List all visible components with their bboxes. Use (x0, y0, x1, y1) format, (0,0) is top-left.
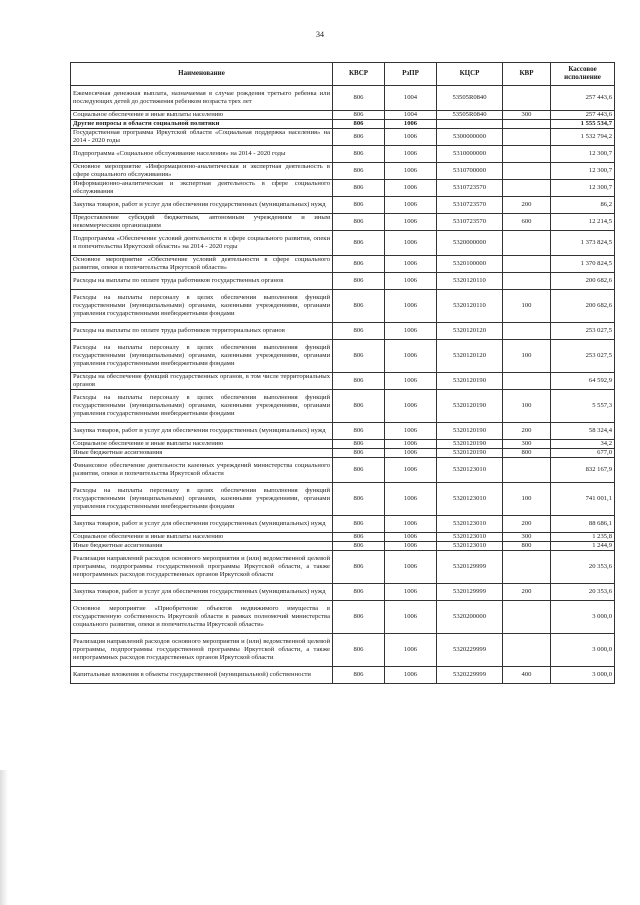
table-row (71, 231, 615, 256)
row-amount: 64 592,9 (551, 373, 615, 390)
row-kvsr: 806 (333, 146, 385, 163)
row-rzpr: 1006 (385, 542, 437, 551)
row-kcsr: 5320123010 (437, 533, 503, 542)
row-kvsr: 806 (333, 256, 385, 273)
table-row (71, 423, 615, 440)
row-rzpr: 1006 (385, 440, 437, 449)
row-amount: 3 000,0 (551, 601, 615, 634)
row-amount: 34,2 (551, 440, 615, 449)
row-kvsr: 806 (333, 111, 385, 120)
row-name: Иные бюджетные ассигнования (71, 542, 333, 551)
table-row (71, 373, 615, 390)
row-name: Другие вопросы в области социальной политики (71, 120, 333, 129)
row-kcsr: 5320229999 (437, 667, 503, 684)
row-kvr (503, 273, 551, 290)
row-kvsr: 806 (333, 323, 385, 340)
row-kvsr: 806 (333, 601, 385, 634)
row-kvr: 200 (503, 584, 551, 601)
table-row (71, 323, 615, 340)
row-kvr (503, 634, 551, 667)
row-kvsr: 806 (333, 214, 385, 231)
row-name: Подпрограмма «Обеспечение условий деятельности в сфере социального развития, опеки и попечительства Иркутской области» на 2014 - 2020 годы (71, 231, 333, 256)
row-kcsr: 5320120120 (437, 323, 503, 340)
table-row (71, 256, 615, 273)
row-kcsr: 5310700000 (437, 163, 503, 180)
header-rzpr: РзПР (385, 63, 437, 86)
row-kvsr: 806 (333, 542, 385, 551)
row-kcsr: 5320229999 (437, 634, 503, 667)
row-kvr: 200 (503, 197, 551, 214)
row-rzpr: 1006 (385, 129, 437, 146)
row-rzpr: 1006 (385, 458, 437, 483)
header-kvsr: КВСР (333, 63, 385, 86)
row-kvsr: 806 (333, 667, 385, 684)
row-kvsr: 806 (333, 423, 385, 440)
table-row (71, 601, 615, 634)
row-kvr: 600 (503, 214, 551, 231)
row-kvsr: 806 (333, 120, 385, 129)
table-row (71, 290, 615, 323)
table-row (71, 111, 615, 120)
row-amount: 20 353,6 (551, 584, 615, 601)
page-number: 34 (316, 30, 324, 39)
row-kvr (503, 163, 551, 180)
row-amount: 832 167,9 (551, 458, 615, 483)
row-kcsr: 5320120120 (437, 340, 503, 373)
row-name: Предоставление субсидий бюджетным, автономным учреждениям и иным некоммерческим организациям (71, 214, 333, 231)
table-row (71, 390, 615, 423)
row-amount: 1 244,9 (551, 542, 615, 551)
row-rzpr: 1006 (385, 584, 437, 601)
table-body (71, 86, 615, 684)
row-amount: 1 370 824,5 (551, 256, 615, 273)
row-kcsr: 5320100000 (437, 256, 503, 273)
table-row (71, 483, 615, 516)
row-kvsr: 806 (333, 86, 385, 111)
row-name: Государственная программа Иркутской области «Социальная поддержка населения» на 2014 - 2020 годы (71, 129, 333, 146)
row-amount: 677,0 (551, 449, 615, 458)
row-rzpr: 1006 (385, 373, 437, 390)
row-kvsr: 806 (333, 390, 385, 423)
row-kcsr: 5320123010 (437, 516, 503, 533)
row-kvsr: 806 (333, 440, 385, 449)
row-kvsr: 806 (333, 129, 385, 146)
budget-table (70, 62, 615, 684)
row-kvr (503, 323, 551, 340)
row-kvsr: 806 (333, 449, 385, 458)
row-kvsr: 806 (333, 197, 385, 214)
table-row (71, 163, 615, 180)
table-header-row (71, 63, 615, 86)
row-rzpr: 1004 (385, 86, 437, 111)
row-name: Расходы на выплаты по оплате труда работников государственных органов (71, 273, 333, 290)
row-amount: 12 300,7 (551, 146, 615, 163)
row-name: Реализация направлений расходов основного мероприятия и (или) ведомственной целевой программы, подпрограммы государственной программы Иркутской области, а также непрограммных расходов государственных органов Иркутской области (71, 551, 333, 584)
row-kcsr: 5320120190 (437, 449, 503, 458)
row-name: Расходы на выплаты персоналу в целях обеспечения выполнения функций государственными (муниципальными) органами, казенными учреждениями, органами управления государственными внебюджетными фондами (71, 340, 333, 373)
row-rzpr: 1006 (385, 667, 437, 684)
row-amount: 86,2 (551, 197, 615, 214)
row-amount: 88 686,1 (551, 516, 615, 533)
row-kvr (503, 373, 551, 390)
row-name: Социальное обеспечение и иные выплаты населению (71, 111, 333, 120)
row-name: Расходы на обеспечение функций государственных органов, в том числе территориальных органов (71, 373, 333, 390)
row-amount: 741 001,1 (551, 483, 615, 516)
row-name: Основное мероприятие «Обеспечение условий деятельности в сфере социального развития, опеки и попечительства Иркутской области» (71, 256, 333, 273)
row-kvr: 300 (503, 533, 551, 542)
row-kvsr: 806 (333, 483, 385, 516)
row-kcsr: 5320123010 (437, 458, 503, 483)
row-kvsr: 806 (333, 584, 385, 601)
row-name: Закупка товаров, работ и услуг для обеспечения государственных (муниципальных) нужд (71, 584, 333, 601)
row-amount: 1 235,8 (551, 533, 615, 542)
row-name: Расходы на выплаты по оплате труда работников территориальных органов (71, 323, 333, 340)
table-row (71, 214, 615, 231)
row-rzpr: 1006 (385, 390, 437, 423)
row-kvr (503, 551, 551, 584)
scan-shadow (0, 770, 8, 905)
budget-table-container (70, 62, 614, 684)
row-amount: 253 027,5 (551, 323, 615, 340)
row-name: Закупка товаров, работ и услуг для обеспечения государственных (муниципальных) нужд (71, 516, 333, 533)
row-name: Основное мероприятие «Приобретение объектов недвижимого имущества в государственную собственность Иркутской области в рамках полномочий министерства социального развития, опеки и попечительства Иркутской области» (71, 601, 333, 634)
row-kvsr: 806 (333, 163, 385, 180)
row-kvr (503, 256, 551, 273)
header-name: Наименование (71, 63, 333, 86)
row-kcsr: 5320120190 (437, 423, 503, 440)
row-kcsr: 5320123010 (437, 483, 503, 516)
table-row (71, 551, 615, 584)
row-rzpr: 1006 (385, 214, 437, 231)
row-kvr: 300 (503, 440, 551, 449)
row-amount: 12 214,5 (551, 214, 615, 231)
row-name: Основное мероприятие «Информационно-аналитическая и экспертная деятельность в сфере социального обслуживания» (71, 163, 333, 180)
row-kvr: 800 (503, 542, 551, 551)
row-amount: 5 557,3 (551, 390, 615, 423)
row-amount: 3 000,0 (551, 667, 615, 684)
row-kcsr (437, 120, 503, 129)
row-name: Закупка товаров, работ и услуг для обеспечения государственных (муниципальных) нужд (71, 197, 333, 214)
row-kcsr: 5320120110 (437, 273, 503, 290)
row-name: Подпрограмма «Социальное обслуживание населения» на 2014 - 2020 годы (71, 146, 333, 163)
table-row (71, 542, 615, 551)
row-kvr (503, 120, 551, 129)
table-row (71, 516, 615, 533)
row-kcsr: 5310723570 (437, 197, 503, 214)
row-rzpr: 1004 (385, 111, 437, 120)
row-name: Расходы на выплаты персоналу в целях обеспечения выполнения функций государственными (муниципальными) органами, казенными учреждениями, органами управления государственными внебюджетными фондами (71, 483, 333, 516)
row-amount: 12 300,7 (551, 163, 615, 180)
table-row (71, 584, 615, 601)
table-row (71, 634, 615, 667)
row-kcsr: 5310000000 (437, 146, 503, 163)
table-row (71, 129, 615, 146)
row-name: Информационно-аналитическая и экспертная деятельность в сфере социального обслуживания (71, 180, 333, 197)
table-row (71, 533, 615, 542)
row-kcsr: 53505R0840 (437, 111, 503, 120)
row-rzpr: 1006 (385, 231, 437, 256)
table-row (71, 340, 615, 373)
row-kvr (503, 180, 551, 197)
table-row (71, 197, 615, 214)
row-kvsr: 806 (333, 231, 385, 256)
row-rzpr: 1006 (385, 146, 437, 163)
header-kcsr: КЦСР (437, 63, 503, 86)
row-amount: 200 682,6 (551, 290, 615, 323)
table-row (71, 273, 615, 290)
table-row (71, 449, 615, 458)
row-rzpr: 1006 (385, 601, 437, 634)
row-rzpr: 1006 (385, 423, 437, 440)
row-kvr (503, 86, 551, 111)
row-kcsr: 5320000000 (437, 231, 503, 256)
row-rzpr: 1006 (385, 483, 437, 516)
table-row (71, 86, 615, 111)
row-kvr: 100 (503, 340, 551, 373)
row-rzpr: 1006 (385, 533, 437, 542)
row-rzpr: 1006 (385, 273, 437, 290)
row-kvr: 800 (503, 449, 551, 458)
row-kcsr: 5320129999 (437, 551, 503, 584)
header-amount: Кассовое исполнение (551, 63, 615, 86)
row-rzpr: 1006 (385, 290, 437, 323)
row-kcsr: 5320200000 (437, 601, 503, 634)
row-name: Капитальные вложения в объекты государственной (муниципальной) собственности (71, 667, 333, 684)
row-name: Расходы на выплаты персоналу в целях обеспечения выполнения функций государственными (муниципальными) органами, казенными учреждениями, органами управления государственными внебюджетными фондами (71, 290, 333, 323)
row-kcsr: 53505R0840 (437, 86, 503, 111)
row-amount: 58 324,4 (551, 423, 615, 440)
header-kvr: КВР (503, 63, 551, 86)
row-kvsr: 806 (333, 373, 385, 390)
row-name: Закупка товаров, работ и услуг для обеспечения государственных (муниципальных) нужд (71, 423, 333, 440)
row-name: Социальное обеспечение и иные выплаты населению (71, 440, 333, 449)
row-kvr: 100 (503, 483, 551, 516)
row-kvsr: 806 (333, 290, 385, 323)
row-kvsr: 806 (333, 634, 385, 667)
row-kcsr: 5300000000 (437, 129, 503, 146)
row-name: Реализация направлений расходов основного мероприятия и (или) ведомственной целевой программы, подпрограммы государственной программы Иркутской области, а также непрограммных расходов государственных органов Иркутской области (71, 634, 333, 667)
row-kcsr: 5320120190 (437, 440, 503, 449)
row-kvr (503, 458, 551, 483)
row-name: Социальное обеспечение и иные выплаты населению (71, 533, 333, 542)
row-kvsr: 806 (333, 551, 385, 584)
row-kvsr: 806 (333, 458, 385, 483)
row-amount: 20 353,6 (551, 551, 615, 584)
row-amount: 1 532 794,2 (551, 129, 615, 146)
row-rzpr: 1006 (385, 256, 437, 273)
row-amount: 1 555 534,7 (551, 120, 615, 129)
table-row (71, 180, 615, 197)
row-amount: 257 443,6 (551, 86, 615, 111)
row-rzpr: 1006 (385, 180, 437, 197)
row-rzpr: 1006 (385, 163, 437, 180)
row-kvsr: 806 (333, 180, 385, 197)
row-kcsr: 5310723570 (437, 180, 503, 197)
row-rzpr: 1006 (385, 323, 437, 340)
row-kcsr: 5320120190 (437, 373, 503, 390)
row-amount: 257 443,6 (551, 111, 615, 120)
row-amount: 200 682,6 (551, 273, 615, 290)
row-kvr (503, 129, 551, 146)
row-kvsr: 806 (333, 273, 385, 290)
row-rzpr: 1006 (385, 516, 437, 533)
row-kcsr: 5320120110 (437, 290, 503, 323)
row-amount: 12 300,7 (551, 180, 615, 197)
row-kvr (503, 231, 551, 256)
table-row (71, 120, 615, 129)
row-kvsr: 806 (333, 533, 385, 542)
row-kcsr: 5310723570 (437, 214, 503, 231)
row-kvsr: 806 (333, 516, 385, 533)
row-kvr: 100 (503, 390, 551, 423)
row-kvr: 400 (503, 667, 551, 684)
row-amount: 3 000,0 (551, 634, 615, 667)
row-kvsr: 806 (333, 340, 385, 373)
row-kcsr: 5320120190 (437, 390, 503, 423)
row-kvr (503, 146, 551, 163)
row-amount: 1 373 824,5 (551, 231, 615, 256)
row-name: Расходы на выплаты персоналу в целях обеспечения выполнения функций государственными (муниципальными) органами, казенными учреждениями, органами управления государственными внебюджетными фондами (71, 390, 333, 423)
row-rzpr: 1006 (385, 634, 437, 667)
row-rzpr: 1006 (385, 449, 437, 458)
row-kcsr: 5320129999 (437, 584, 503, 601)
table-row (71, 440, 615, 449)
table-row (71, 146, 615, 163)
row-name: Ежемесячная денежная выплата, назначаемая в случае рождения третьего ребенка или последующих детей до достижения ребенком возраста трех лет (71, 86, 333, 111)
row-name: Иные бюджетные ассигнования (71, 449, 333, 458)
table-row (71, 458, 615, 483)
row-kvr: 300 (503, 111, 551, 120)
row-rzpr: 1006 (385, 551, 437, 584)
row-rzpr: 1006 (385, 120, 437, 129)
row-rzpr: 1006 (385, 340, 437, 373)
row-amount: 253 027,5 (551, 340, 615, 373)
row-rzpr: 1006 (385, 197, 437, 214)
row-kvr (503, 601, 551, 634)
row-kvr: 100 (503, 290, 551, 323)
row-kvr: 200 (503, 516, 551, 533)
row-kcsr: 5320123010 (437, 542, 503, 551)
table-row (71, 667, 615, 684)
row-kvr: 200 (503, 423, 551, 440)
row-name: Финансовое обеспечение деятельности казенных учреждений министерства социального развития, опеки и попечительства Иркутской области (71, 458, 333, 483)
